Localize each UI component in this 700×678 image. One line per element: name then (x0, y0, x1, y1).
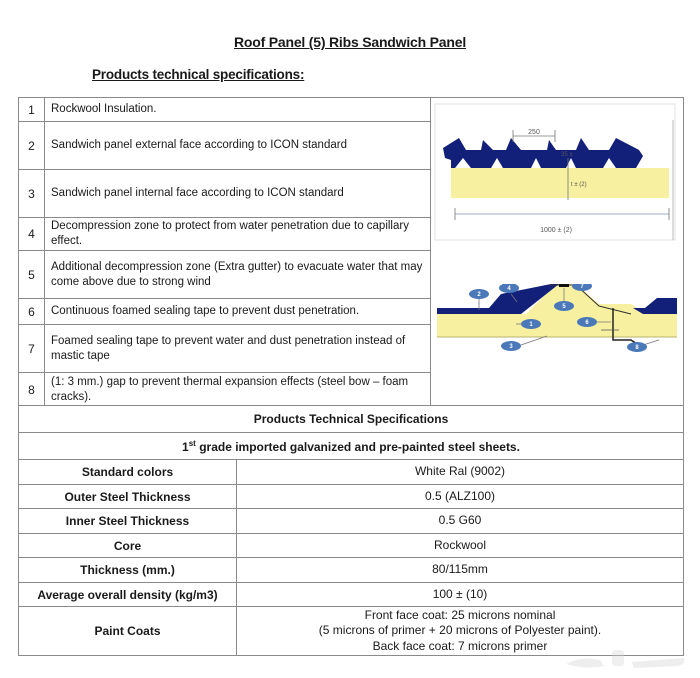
svg-text:7: 7 (580, 284, 584, 290)
spec-label: Average overall density (kg/m3) (19, 583, 237, 606)
spec-value: 100 ± (10) (432, 586, 488, 601)
spec-value: Rockwool (433, 537, 487, 552)
callout-6 (577, 317, 597, 327)
spec-label: Outer Steel Thickness (19, 485, 237, 508)
grade-prefix: 1 (182, 439, 189, 454)
grade-text (182, 439, 520, 454)
spec-row (19, 533, 683, 557)
component-row (19, 170, 430, 218)
component-number: 8 (19, 373, 45, 406)
watermark-logo (560, 648, 690, 672)
svg-text:1: 1 (529, 322, 533, 328)
component-description: Sandwich panel external face according to ICON standard (51, 139, 347, 151)
grade-row (19, 432, 683, 459)
callout-2 (469, 289, 489, 299)
grade-superscript: st (188, 438, 196, 448)
spec-row (19, 582, 683, 606)
thickness-label: t ± (2) (571, 182, 587, 188)
specs-header-row (19, 405, 683, 432)
component-description: Decompression zone to protect from water penetration due to capillary effect. (51, 220, 409, 247)
component-number: 4 (19, 218, 45, 250)
callout-5 (554, 301, 574, 311)
component-row (19, 98, 430, 122)
panel-joint-diagram (431, 284, 683, 404)
spec-label: Inner Steel Thickness (19, 509, 237, 533)
components-table (18, 97, 684, 406)
spec-label: Thickness (mm.) (19, 558, 237, 582)
component-number: 7 (19, 325, 45, 372)
document-title: Roof Panel (5) Ribs Sandwich Panel (233, 34, 467, 50)
spec-label: Paint Coats (19, 607, 237, 655)
spec-value: 80/115mm (432, 562, 488, 577)
diagrams-column (430, 98, 683, 405)
paint-line-back: Back face coat: 7 microns primer (372, 638, 548, 653)
grade-description: grade imported galvanized and pre-painted steel sheets. (195, 439, 520, 454)
svg-text:6: 6 (585, 320, 589, 326)
callout-3 (501, 341, 521, 351)
component-number: 1 (19, 98, 45, 121)
panel-profile-diagram (431, 98, 683, 248)
width-label: 1000 ± (2) (540, 227, 572, 234)
spec-row (19, 484, 683, 508)
spec-value: White Ral (9002) (414, 464, 506, 479)
rib-width-label: 250 (528, 129, 540, 136)
specifications-table (18, 405, 684, 656)
component-row (19, 325, 430, 373)
document-subtitle: Products technical specifications: (92, 67, 305, 82)
rib-height-label: 35 ± (561, 152, 573, 158)
svg-text:5: 5 (562, 304, 566, 310)
component-number: 6 (19, 299, 45, 324)
spec-value: 0.5 G60 (438, 513, 482, 528)
component-row (19, 251, 430, 299)
svg-text:2: 2 (477, 292, 481, 298)
specs-header: Products Technical Specifications (253, 412, 449, 426)
component-description: Sandwich panel internal face according to ICON standard (51, 187, 344, 199)
callout-1 (521, 319, 541, 329)
spec-label: Core (19, 534, 237, 557)
spec-row (19, 459, 683, 484)
component-number: 5 (19, 251, 45, 298)
component-description: Additional decompression zone (Extra gutter) to evacuate water that may come above due to strong wind (51, 260, 423, 288)
component-description: Foamed sealing tape to prevent water and dust penetration instead of mastic tape (51, 334, 406, 362)
svg-text:4: 4 (507, 286, 511, 292)
component-description: Continuous foamed sealing tape to prevent dust penetration. (51, 305, 360, 317)
paint-line-detail: (5 microns of primer + 20 microns of Polyester paint). (318, 623, 602, 638)
component-row (19, 299, 430, 325)
svg-text:8: 8 (635, 345, 639, 351)
spec-label: Standard colors (19, 460, 237, 484)
spec-row (19, 508, 683, 533)
callout-8 (627, 342, 647, 352)
spec-value: 0.5 (ALZ100) (424, 488, 496, 503)
component-row (19, 218, 430, 251)
component-number: 3 (19, 170, 45, 217)
component-description: (1: 3 mm.) gap to prevent thermal expansion effects (steel bow – foam cracks). (51, 375, 409, 403)
svg-text:3: 3 (509, 344, 513, 350)
component-row (19, 122, 430, 170)
spec-row (19, 557, 683, 582)
components-list (19, 98, 430, 405)
paint-line-front: Front face coat: 25 microns nominal (364, 607, 556, 622)
component-row (19, 373, 430, 406)
component-number: 2 (19, 122, 45, 169)
component-description: Rockwool Insulation. (51, 103, 157, 115)
